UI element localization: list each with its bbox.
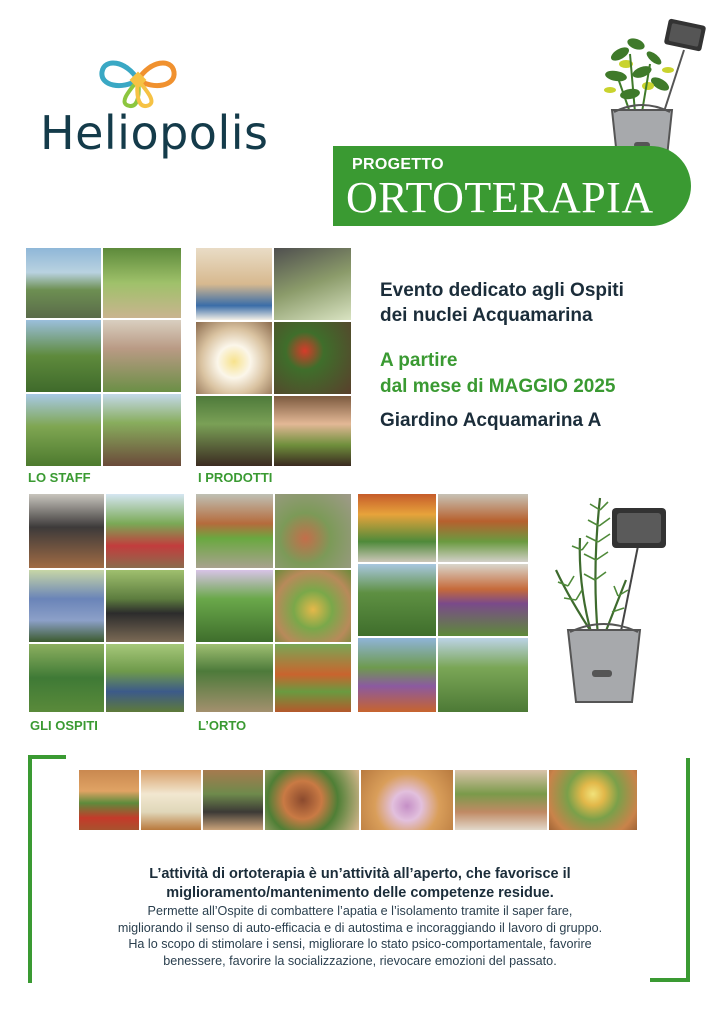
event-title-line2: dei nuclei Acquamarina — [380, 305, 593, 326]
photo — [29, 494, 104, 568]
frame-corner-left — [28, 755, 32, 983]
photo — [196, 644, 273, 712]
event-date — [380, 348, 710, 400]
description-line1: Permette all’Ospite di combattere l’apatia e l’isolamento tramite il saper fare, — [147, 904, 573, 918]
heliopolis-logo-icon — [96, 50, 180, 110]
description-line4: benessere, favorire la socializzazione, rievocare emozioni del passato. — [163, 953, 557, 968]
photo — [103, 394, 181, 466]
description-line2: migliorando il senso di auto-efficacia e di autostima e incoraggiando il lavoro di gruppo. — [117, 920, 603, 935]
logo-wordmark: Heliopolis — [40, 106, 269, 160]
photo — [438, 564, 528, 636]
frame-corner-right-bottom — [650, 978, 690, 982]
photo — [438, 638, 528, 712]
photo — [455, 770, 547, 830]
photo — [196, 322, 272, 394]
description-lead-line2: miglioramento/mantenimento delle competenze residue. — [166, 885, 554, 901]
description-line3: Ha lo scopo di stimolare i sensi, migliorare lo stato psico-comportamentale, favorire — [128, 937, 592, 951]
gallery-caption-staff: LO STAFF — [28, 470, 91, 485]
gallery-caption-garden: L’ORTO — [198, 718, 247, 733]
description-lead-line1: L’attività di ortoterapia è un’attività all’aperto, che favorisce il — [149, 866, 571, 882]
photo — [274, 248, 351, 320]
event-place: Giardino Acquamarina A — [380, 410, 602, 431]
banner-title: ORTOTERAPIA — [346, 173, 654, 222]
photo — [79, 770, 139, 830]
gallery-caption-products: I PRODOTTI — [198, 470, 273, 485]
event-date-line1: A partire — [380, 350, 458, 371]
photo — [275, 644, 351, 712]
event-title — [380, 278, 700, 328]
gallery-caption-guests: GLI OSPITI — [30, 718, 98, 733]
photo — [265, 770, 359, 830]
photo — [29, 644, 104, 712]
photo — [26, 320, 101, 392]
photo — [196, 494, 273, 568]
photo — [106, 494, 184, 568]
photo — [196, 248, 272, 320]
photo — [358, 638, 436, 712]
photo — [103, 320, 181, 392]
photo — [438, 494, 528, 562]
photo — [203, 770, 263, 830]
photo — [26, 394, 101, 466]
photo — [275, 570, 351, 642]
photo — [106, 644, 184, 712]
activity-description — [40, 865, 680, 969]
photo — [358, 564, 436, 636]
photo — [358, 494, 436, 562]
banner-subtitle: PROGETTO — [352, 156, 444, 173]
photo — [274, 322, 351, 394]
photo — [26, 248, 101, 318]
photo — [29, 570, 104, 642]
photo — [361, 770, 453, 830]
photo — [274, 396, 351, 466]
photo — [196, 396, 272, 466]
photo — [141, 770, 201, 830]
frame-corner-left-top — [28, 755, 66, 759]
rosemary-pot-icon — [548, 490, 678, 712]
photo — [275, 494, 351, 568]
event-title-line1: Evento dedicato agli Ospiti — [380, 280, 624, 301]
photo — [196, 570, 273, 642]
photo — [106, 570, 184, 642]
event-date-line2: dal mese di MAGGIO 2025 — [380, 376, 616, 397]
photo — [103, 248, 181, 318]
frame-corner-right — [686, 758, 690, 982]
photo — [549, 770, 637, 830]
